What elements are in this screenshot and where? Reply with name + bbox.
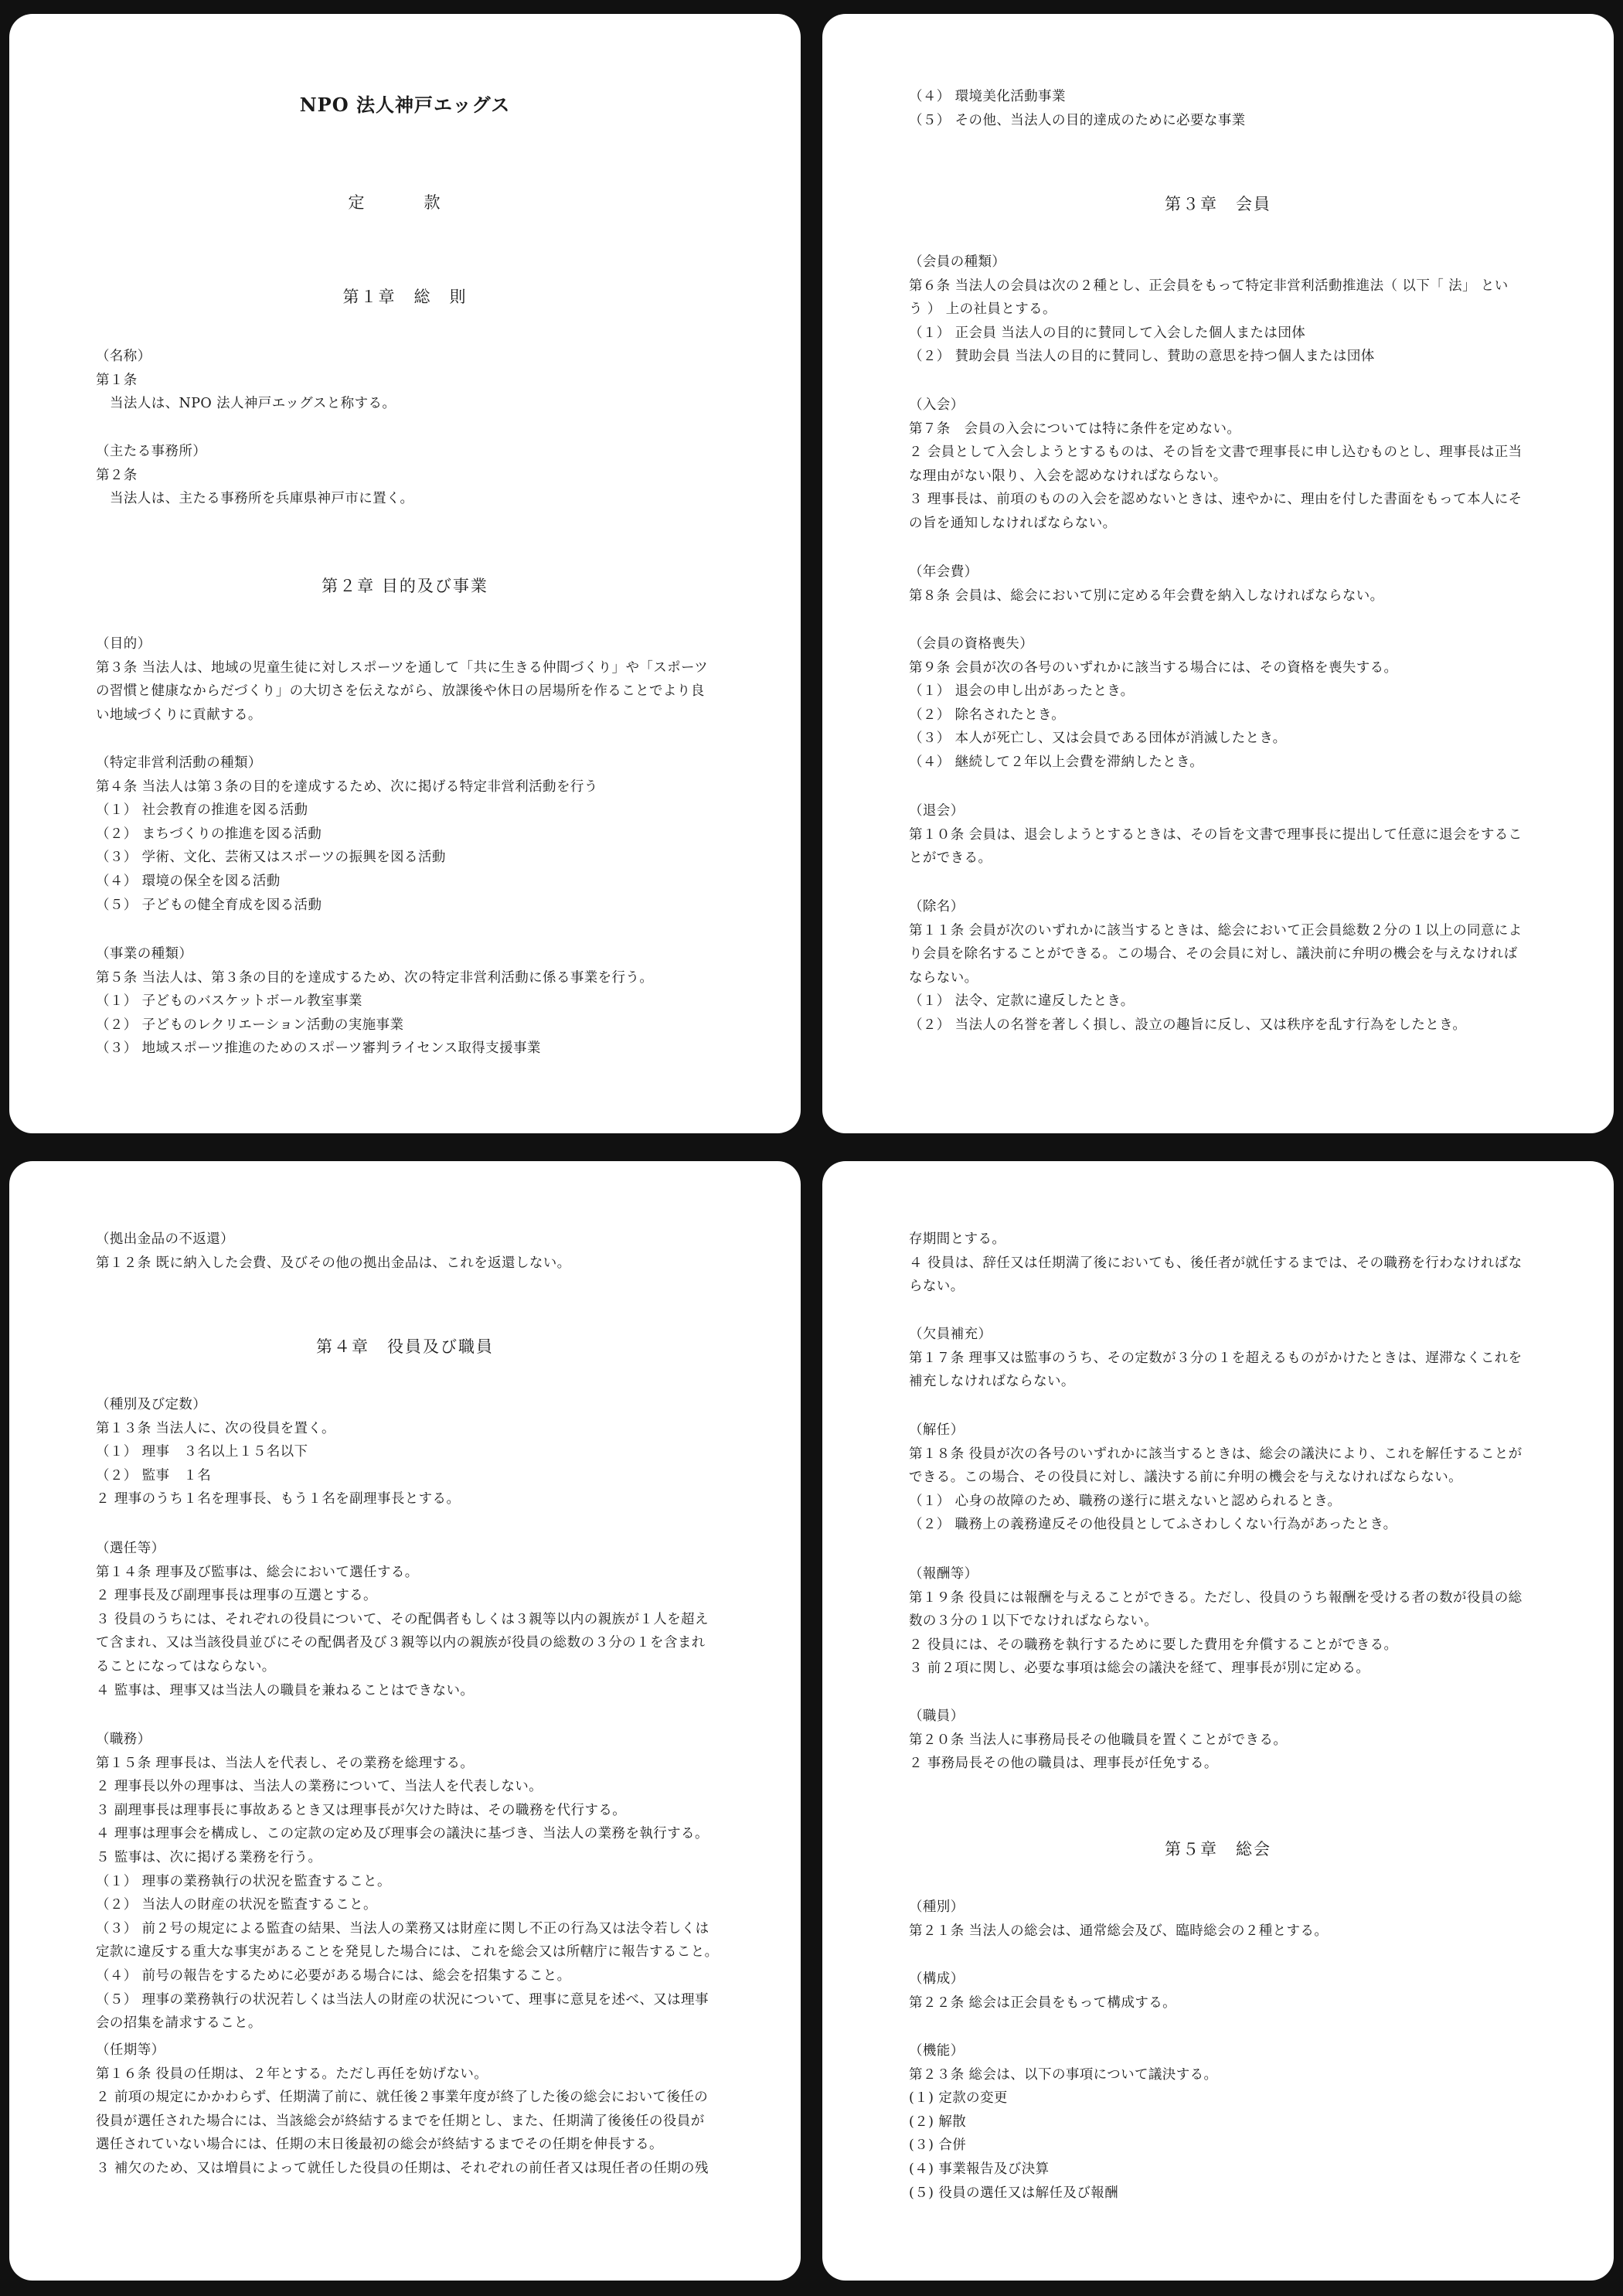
section-heading: （特定非営利活動の種類） (96, 755, 262, 771)
list-item: （２） まちづくりの推進を図る活動 (96, 826, 322, 842)
section-meeting-kinds (909, 1896, 1574, 1943)
section-functions (909, 2039, 1574, 2205)
article-line: 第９条 会員が次の各号のいずれかに該当する場合には、その資格を喪失する。 (909, 659, 1398, 676)
article-line: ２ 事務局長その他の職員は、理事長が任免する。 (909, 1756, 1218, 1772)
list-item: （２） 監事 １名 (96, 1467, 212, 1484)
article-line: 第１７条 理事又は監事のうち、その定数が３分の１を超えるものがかけたときは、遅滞なくこれを (909, 1350, 1523, 1366)
section-reward (909, 1562, 1574, 1681)
section-heading: （退会） (909, 803, 965, 819)
list-item: （３） 前２号の規定による監査の結果、当法人の業務又は財産に関し不正の行為又は法令若しくは (96, 1920, 709, 1937)
section-fee (909, 560, 1574, 608)
article-line: の旨を通知しなければならない。 (909, 515, 1117, 531)
section-dismissal (909, 1419, 1574, 1537)
list-item: （２） 子どものレクリエーション活動の実施事業 (96, 1017, 404, 1033)
list-item: （５） 子どもの健全育成を図る活動 (96, 897, 322, 913)
article-line: 選任されていない場合には、任期の末日後最初の総会が終結するまでその任期を伸長する。 (96, 2137, 663, 2153)
list-item: （２） 除名されたとき。 (909, 707, 1066, 723)
article-line: とができる。 (909, 850, 992, 867)
list-item: （５） その他、当法人の目的達成のために必要な事業 (909, 112, 1246, 128)
section-heading: （事業の種類） (96, 946, 193, 962)
article-line: できる。この場合、その役員に対し、議決する前に弁明の機会を与えなければならない。 (909, 1470, 1462, 1486)
list-item: （１） 社会教育の推進を図る活動 (96, 802, 308, 819)
section-heading: （種別及び定数） (96, 1397, 207, 1412)
article-line: い地域づくりに貢献する。 (96, 707, 262, 723)
list-item: （１） 正会員 当法人の目的に賛同して入会した個人または団体 (909, 325, 1306, 341)
article-line: 第４条 当法人は第３条の目的を達成するため、次に掲げる特定非営利活動を行う (96, 778, 598, 795)
article-number: 第１条 (96, 372, 138, 388)
section-heading: （構成） (909, 1971, 965, 1987)
section-join (909, 393, 1574, 536)
section-membership-loss (909, 632, 1574, 775)
article-line: 第２１条 当法人の総会は、通常総会及び、臨時総会の２種とする。 (909, 1923, 1329, 1939)
article-line: 定款に違反する重大な事実があることを発見した場合には、これを総会又は所轄庁に報告すること。 (96, 1944, 719, 1960)
article-line: ２ 役員には、その職務を執行するために要した費用を弁償することができる。 (909, 1637, 1398, 1653)
section-election (96, 1537, 760, 1702)
article-line: 第２３条 総会は、以下の事項について議決する。 (909, 2066, 1218, 2083)
article-line: ３ 副理事長は理事長に事故あるとき又は理事長が欠けた時は、その職務を代行する。 (96, 1802, 627, 1818)
section-heading: （報酬等） (909, 1566, 978, 1582)
article-line: 第５条 当法人は、第３条の目的を達成するため、次の特定非営利活動に係る事業を行う。 (96, 969, 654, 986)
list-item: （１） 理事 ３名以上１５名以下 (96, 1444, 308, 1460)
section-heading: （解任） (909, 1422, 965, 1438)
article-line: 第２０条 当法人に事務局長その他職員を置くことができる。 (909, 1732, 1288, 1748)
article-line: 役員が選任された場合には、当該総会が終結するまでを任期とし、また、任期満了後後任の役員が (96, 2113, 705, 2129)
article-line: 第１０条 会員は、退会しようとするときは、その旨を文書で理事長に提出して任意に退会をするこ (909, 826, 1523, 843)
chapter-heading-2: 第２章 目的及び事業 (322, 577, 488, 595)
section-heading: （欠員補充） (909, 1327, 992, 1342)
section-office (96, 440, 760, 511)
list-item: （１） 法令、定款に違反したとき。 (909, 993, 1135, 1010)
section-withdraw (909, 799, 1574, 870)
article-line: 第１５条 理事長は、当法人を代表し、その業務を総理する。 (96, 1755, 475, 1771)
section-member-types (909, 250, 1574, 369)
document-page-3 (9, 1161, 801, 2281)
article-text: 当法人は、主たる事務所を兵庫県神戸市に置く。 (110, 491, 414, 507)
article-line: ３ 役員のうちには、それぞれの役員について、その配偶者もしくは３親等以内の親族が１人を超え (96, 1611, 709, 1627)
section-officer-types (96, 1393, 760, 1511)
article-line: り会員を除名することができる。この場合、その会員に対し、議決前に弁明の機会を与えなければ (909, 946, 1518, 962)
article-line: う ） 上の社員とする。 (909, 301, 1056, 318)
list-item: (１) 定款の変更 (909, 2090, 1008, 2107)
article-line: 第１２条 既に納入した会費、及びその他の拠出金品は、これを返還しない。 (96, 1255, 571, 1271)
list-item: (３) 合併 (909, 2138, 967, 2154)
article-line: ならない。 (909, 969, 978, 986)
section-heading: （主たる事務所） (96, 444, 207, 459)
section-term (96, 2039, 760, 2181)
article-line: ４ 役員は、辞任又は任期満了後においても、後任者が就任するまでは、その職務を行わなければな (909, 1255, 1523, 1271)
section-heading: （拠出金品の不返還） (96, 1231, 234, 1247)
list-item: （３） 地域スポーツ推進のためのスポーツ審判ライセンス取得支援事業 (96, 1041, 541, 1057)
list-item: （１） 理事の業務執行の状況を監査すること。 (96, 1873, 391, 1889)
article-line: 第８条 会員は、総会において別に定める年会費を納入しなければならない。 (909, 588, 1384, 604)
continued-list (909, 85, 1574, 132)
chapter-heading-1: 第１章 総 則 (342, 288, 468, 306)
article-line: の習慣と健康なからだづくり」の大切さを伝えながら、放課後や休日の居場所を作ることでより良 (96, 683, 705, 700)
doc-title: 定 款 (348, 193, 462, 212)
list-item: （４） 継続して２年以上会費を滞納したとき。 (909, 754, 1204, 770)
article-line: 第２２条 総会は正会員をもって構成する。 (909, 1995, 1177, 2011)
article-line: ２ 理事長及び副理事長は理事の互選とする。 (96, 1588, 377, 1604)
section-heading: （任期等） (96, 2042, 165, 2058)
article-line: ２ 理事長以外の理事は、当法人の業務について、当法人を代表しない。 (96, 1779, 543, 1795)
article-line: な理由がない限り、入会を認めなければならない。 (909, 468, 1227, 484)
list-item: （２） 賛助会員 当法人の目的に賛同し、賛助の意思を持つ個人または団体 (909, 349, 1375, 365)
section-staff (909, 1705, 1574, 1776)
article-line: 数の３分の１以下でなければならない。 (909, 1613, 1159, 1630)
article-line: ２ 理事のうち１名を理事長、もう１名を副理事長とする。 (96, 1491, 461, 1507)
list-item: （２） 職務上の義務違反その他役員としてふさわしくない行為があったとき。 (909, 1517, 1397, 1533)
section-expel (909, 895, 1574, 1037)
article-line: ２ 前項の規定にかかわらず、任期満了前に、就任後２事業年度が終了した後の総会において後任の (96, 2090, 709, 2106)
list-item: （３） 学術、文化、芸術又はスポーツの振興を図る活動 (96, 850, 446, 866)
section-heading: （職務） (96, 1732, 151, 1747)
list-item: （４） 環境の保全を図る活動 (96, 873, 281, 889)
article-line: ３ 理事長は、前項のものの入会を認めないときは、速やかに、理由を付した書面をもって本人にそ (909, 492, 1523, 508)
article-line: 第６条 当法人の会員は次の２種とし、正会員をもって特定非営利活動推進法（ 以下「 法」 とい (909, 278, 1509, 294)
list-item: (４) 事業報告及び決算 (909, 2161, 1050, 2177)
section-heading: （目的） (96, 636, 151, 652)
section-heading: （種別） (909, 1899, 965, 1915)
list-item: （５） 理事の業務執行の状況若しくは当法人の財産の状況について、理事に意見を述べ、又は理事 (96, 1991, 709, 2008)
continued-term (909, 1228, 1574, 1299)
article-line: らない。 (909, 1279, 965, 1295)
list-item: （１） 心身の故障のため、職務の遂行に堪えないと認められるとき。 (909, 1493, 1342, 1509)
section-heading: （入会） (909, 397, 965, 413)
chapter-heading-3: 第３章 会員 (1165, 195, 1271, 213)
article-line: 第１３条 当法人に、次の役員を置く。 (96, 1420, 335, 1436)
chapter-heading-4: 第４章 役員及び職員 (316, 1337, 494, 1356)
article-line: 第１１条 会員が次のいずれかに該当するときは、総会において正会員総数２分の１以上の同意によ (909, 922, 1523, 938)
document-page-4 (822, 1161, 1614, 2281)
list-item: （１） 退会の申し出があったとき。 (909, 683, 1135, 700)
section-no-return (96, 1228, 760, 1275)
article-line: 第１８条 役員が次の各号のいずれかに該当するときは、総会の議決により、これを解任することが (909, 1446, 1523, 1462)
section-vacancy (909, 1323, 1574, 1394)
section-composition (909, 1967, 1574, 2015)
list-item: (５) 役員の選任又は解任及び報酬 (909, 2185, 1119, 2201)
article-line: 補充しなければならない。 (909, 1374, 1075, 1390)
list-item: （１） 子どものバスケットボール教室事業 (96, 993, 362, 1010)
section-heading: （職員） (909, 1708, 965, 1724)
section-activities (96, 751, 760, 917)
list-item: （２） 当法人の名誉を著しく損し、設立の趣旨に反し、又は秩序を乱す行為をしたとき。 (909, 1017, 1467, 1033)
article-line: 第１６条 役員の任期は、２年とする。ただし再任を妨げない。 (96, 2066, 488, 2082)
article-line: 第１４条 理事及び監事は、総会において選任する。 (96, 1564, 419, 1580)
article-line: ３ 補欠のため、又は増員によって就任した役員の任期は、それぞれの前任者又は現任者の任期の残 (96, 2160, 709, 2176)
list-item: (２) 解散 (909, 2114, 967, 2130)
article-line: 第３条 当法人は、地域の児童生徒に対しスポーツを通して「共に生きる仲間づくり」や「スポーツ (96, 659, 709, 676)
section-name (96, 345, 760, 416)
article-text: 当法人は、NPO 法人神戸エッグスと称する。 (110, 396, 396, 412)
section-heading: （会員の資格喪失） (909, 636, 1034, 652)
article-number: 第２条 (96, 467, 138, 483)
article-line: 会の招集を請求すること。 (96, 2015, 262, 2032)
article-line: ３ 前２項に関し、必要な事項は総会の議決を経て、理事長が別に定める。 (909, 1661, 1370, 1677)
article-line: て含まれ、又は当該役員並びにその配偶者及び３親等以内の親族が役員の総数の３分の１を含まれ (96, 1635, 706, 1651)
section-purpose (96, 632, 760, 727)
article-line: 第７条 会員の入会については特に条件を定めない。 (909, 421, 1241, 437)
chapter-heading-5: 第５章 総会 (1165, 1840, 1271, 1858)
document-page-1 (9, 14, 801, 1133)
section-duties (96, 1728, 760, 2035)
section-heading: （除名） (909, 899, 965, 915)
list-item: （４） 前号の報告をするために必要がある場合には、総会を招集すること。 (96, 1967, 571, 1984)
list-item: （２） 当法人の財産の状況を監査すること。 (96, 1897, 377, 1913)
section-heading: （名称） (96, 349, 151, 364)
document-page-2 (822, 14, 1614, 1133)
article-line: ５ 監事は、次に掲げる業務を行う。 (96, 1849, 322, 1865)
article-line: 存期間とする。 (909, 1231, 1006, 1247)
section-heading: （選任等） (96, 1541, 165, 1556)
article-line: ４ 理事は理事会を構成し、この定款の定め及び理事会の議決に基づき、当法人の業務を執行する。 (96, 1826, 709, 1842)
article-line: ２ 会員として入会しようとするものは、その旨を文書で理事長に申し込むものとし、理事長は正当 (909, 445, 1523, 461)
section-business (96, 942, 760, 1061)
section-heading: （年会費） (909, 564, 978, 580)
article-line: ４ 監事は、理事又は当法人の職員を兼ねることはできない。 (96, 1682, 475, 1698)
article-line: 第１９条 役員には報酬を与えることができる。ただし、役員のうち報酬を受ける者の数が役員の総 (909, 1589, 1523, 1606)
article-line: ることになってはならない。 (96, 1658, 276, 1674)
section-heading: （会員の種類） (909, 254, 1006, 270)
org-title: NPO 法人神戸エッグス (299, 94, 511, 116)
list-item: （４） 環境美化活動事業 (909, 89, 1066, 104)
section-heading: （機能） (909, 2043, 965, 2059)
list-item: （３） 本人が死亡し、又は会員である団体が消滅したとき。 (909, 731, 1287, 747)
